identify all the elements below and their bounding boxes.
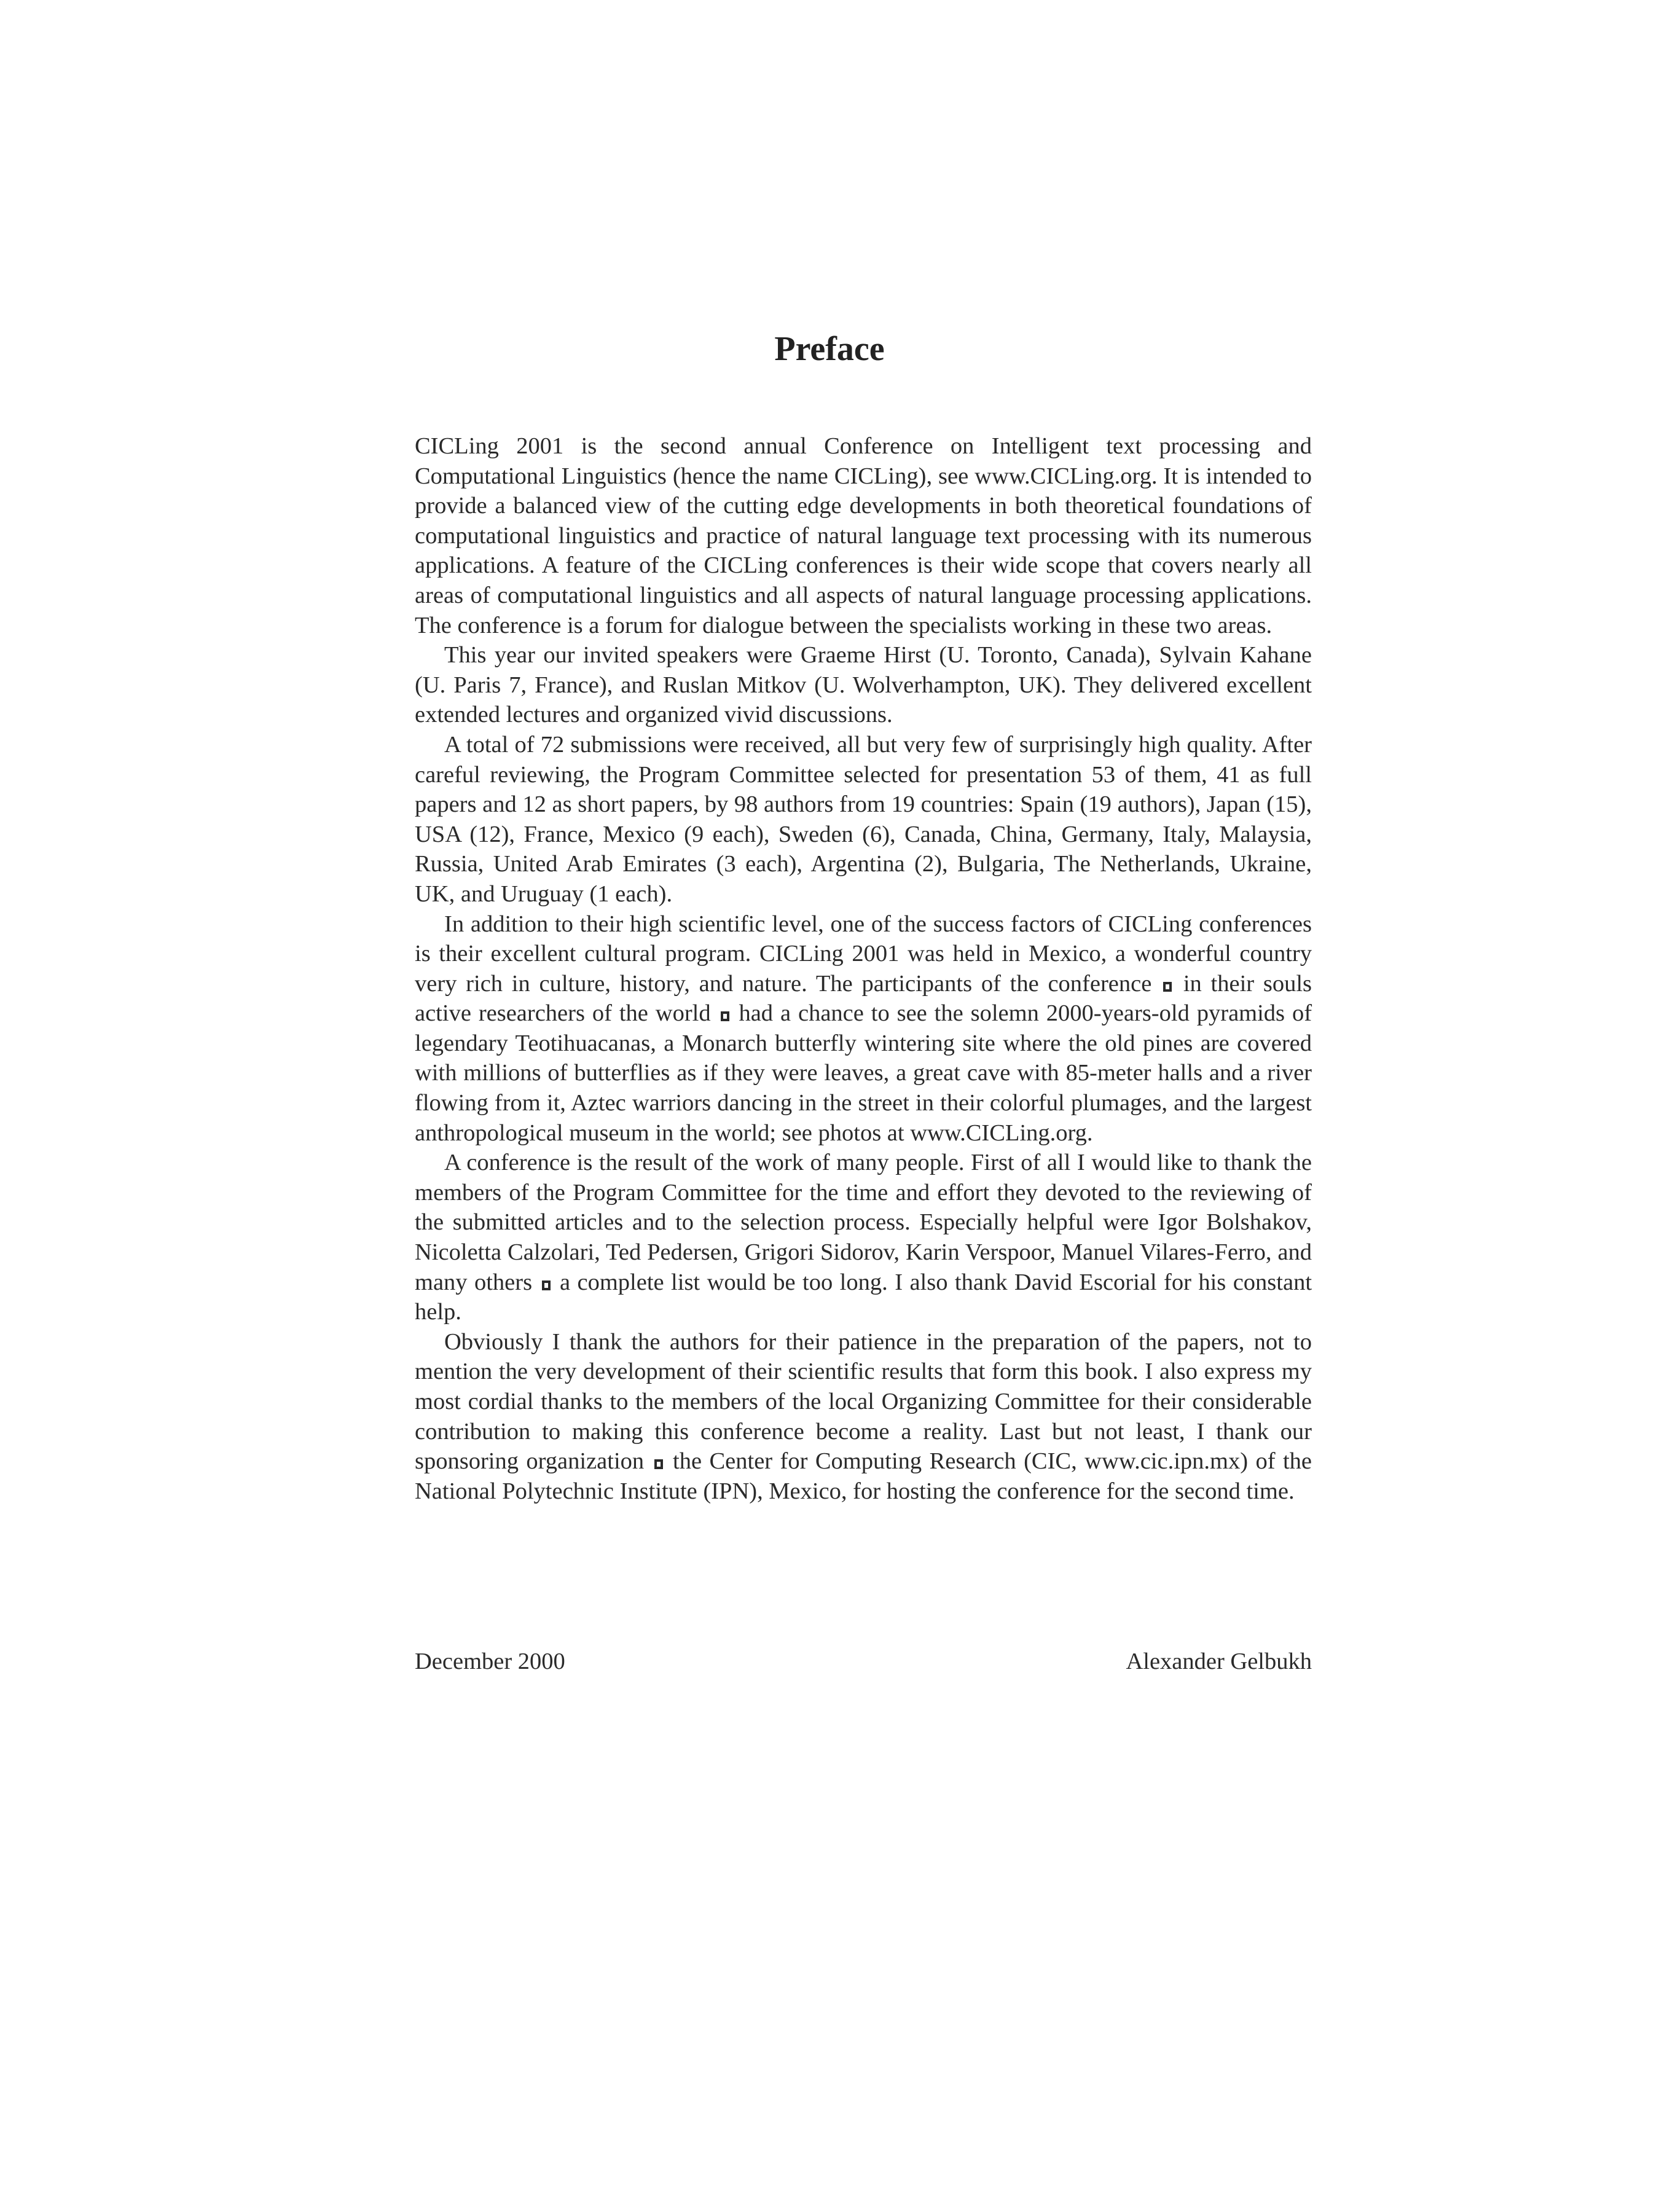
paragraph-text: CICLing 2001 is the second annual Conference on Intelligent text processing and Computational Linguistics (hence the name CICLing), see www.CICLing.org. It is intended to provide a balanced view of the cutting edge developments in both theoretical foundations of computational linguistics and practice of natural language text processing with its numerous applications. A feature of the CICLing conferences is their wide scope that covers nearly all areas of computational linguistics and all aspects of natural language processing applications. The conference is a forum for dialogue between the specialists working in these two areas. — [415, 433, 1312, 638]
paragraph-text: had a chance to see the solemn 2000-years-old pyramids of legendary Teotihuacanas, a Monarch butterfly wintering site where the old pines are covered with millions of butterflies as if they were leaves, a great cave with 85-meter halls and a river flowing from it, Aztec warriors dancing in the street in their colorful plumages, and the largest anthropological museum in the world; see photos at www.CICLing.org. — [415, 1000, 1312, 1146]
paragraph-submissions — [415, 730, 1312, 909]
author-name: Alexander Gelbukh — [1126, 1649, 1312, 1674]
paragraph-text: a complete list would be too long. I also thank David Escorial for his constant help. — [415, 1269, 1312, 1325]
signature-row — [415, 1647, 1312, 1676]
paragraph-thanks — [415, 1327, 1312, 1507]
paragraph-text: In addition to their high scientific level, one of the success factors of CICLing conferences is their excellent cultural program. CICLing 2001 was held in Mexico, a wonderful country very rich in culture, history, and nature. The participants of the conference — [415, 911, 1312, 997]
paragraph-acknowledgements — [415, 1148, 1312, 1327]
paragraph-text: the Center for Computing Research (CIC, www.cic.ipn.mx) of the National Polytechnic Institute (IPN), Mexico, for hosting the conference for the second time. — [415, 1448, 1312, 1504]
dash-glyph-icon — [1163, 982, 1172, 992]
paragraph-intro — [415, 431, 1312, 640]
paragraph-text: A total of 72 submissions were received, all but very few of surprisingly high quality. After careful reviewing, the Program Committee selected for presentation 53 of them, 41 as full papers and 12 as short papers, by 98 authors from 19 countries: Spain (19 authors), Japan (15), USA (12), France, Mexico (9 each), Sweden (6), Canada, China, Germany, Italy, Malaysia, Russia, United Arab Emirates (3 each), Argentina (2), Bulgaria, The Netherlands, Ukraine, UK, and Uruguay (1 each). — [415, 731, 1312, 907]
dash-glyph-icon — [654, 1459, 663, 1469]
preface-body — [415, 431, 1312, 1506]
paragraph-text: in their souls active researchers of the world — [415, 970, 1312, 1027]
paragraph-text: This year our invited speakers were Graeme Hirst (U. Toronto, Canada), Sylvain Kahane (U. Paris 7, France), and Ruslan Mitkov (U. Wolverhampton, UK). They delivered excellent extended lectures and organized vivid discussions. — [415, 642, 1312, 728]
paragraph-text: Obviously I thank the authors for their patience in the preparation of the papers, not to mention the very development of their scientific results that form this book. I also express my most cordial thanks to the members of the local Organizing Committee for their considerable contribution to making this conference become a reality. Last but not least, I thank our sponsoring organization — [415, 1328, 1312, 1475]
paragraph-invited-speakers — [415, 640, 1312, 730]
paragraph-text: A conference is the result of the work of many people. First of all I would like to thank the members of the Program Committee for the time and effort they devoted to the reviewing of the submitted articles and to the selection process. Especially helpful were Igor Bolshakov, Nicoletta Calzolari, Ted Pedersen, Grigori Sidorov, Karin Verspoor, Manuel Vilares-Ferro, and many others — [415, 1150, 1312, 1295]
paragraph-cultural-program — [415, 909, 1312, 1148]
page-title: Preface — [774, 330, 885, 368]
date: December 2000 — [415, 1649, 565, 1674]
dash-glyph-icon — [721, 1011, 729, 1021]
dash-glyph-icon — [542, 1281, 551, 1290]
